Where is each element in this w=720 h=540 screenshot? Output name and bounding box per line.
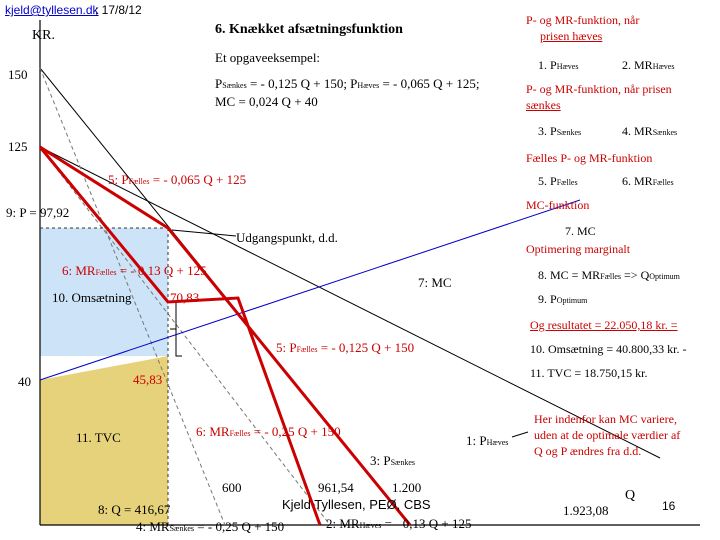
legend-mc-heading: MC-funktion — [526, 198, 590, 212]
x-tick-1200: 1.200 — [392, 480, 422, 495]
y-axis-unit: KR. — [32, 28, 55, 43]
result-tvc: 11. TVC = 18.750,15 kr. — [530, 366, 648, 380]
legend-p-optimum: 9. POptimum — [538, 292, 588, 306]
page-title: 6. Knækket afsætningsfunktion — [215, 22, 403, 37]
mr-saenkes-segment-label: 6: MRFælles = - 0,25 Q + 150 — [196, 424, 341, 439]
p-haeves-label: 1: PHæves — [466, 433, 509, 448]
p-optimum-label: 9: P = 97,92 — [6, 205, 70, 220]
legend-saenkes-heading-2: sænkes — [526, 98, 561, 112]
value-7083: 70,83 — [170, 290, 200, 305]
author-link[interactable]: kjeld@tyllesen.dk — [5, 3, 99, 17]
mr-haeves-label: 2: MRHæves = - 0,13 Q + 125 — [326, 516, 472, 531]
mc-note-line-3: Q og P ændres fra d.d. — [534, 444, 642, 458]
mr-faelles-label: 6: MRFælles = - 0,13 Q + 125 — [62, 263, 207, 278]
header-date: ; 17/8/12 — [95, 3, 142, 17]
legend-mr-haeves: 2. MRHæves — [622, 58, 675, 72]
equation-line-1: PSænkes = - 0,125 Q + 150; PHæves = - 0,065 Q + 125; — [215, 76, 480, 91]
start-arrow — [172, 230, 236, 236]
mc-note-line-1: Her indenfor kan MC variere, — [534, 412, 677, 426]
start-point-label: Udgangspunkt, d.d. — [236, 230, 338, 245]
y-tick-125: 125 — [8, 139, 28, 154]
mc-note-line-2: uden at de optimale værdier af — [534, 428, 681, 442]
legend-faelles-heading: Fælles P- og MR-funktion — [526, 151, 653, 165]
p-saenkes-segment-label: 5: PFælles = - 0,125 Q + 150 — [276, 340, 415, 355]
page-number: 16 — [662, 499, 676, 513]
note-arrow — [512, 432, 528, 437]
legend-mc: 7. MC — [565, 224, 596, 238]
result-revenue: 10. Omsætning = 40.800,33 kr. - — [530, 342, 687, 356]
mr-saenkes-label: 4: MRSænkes = - 0,25 Q + 150 — [136, 519, 285, 534]
result-heading: Og resultatet = 22.050,18 kr. = — [530, 318, 678, 332]
example-label: Et opgaveeksempel: — [215, 50, 321, 65]
legend-haeves-heading-2: prisen hæves — [540, 29, 603, 43]
equation-line-2: MC = 0,024 Q + 40 — [215, 94, 318, 109]
x-axis-label: Q — [625, 488, 636, 503]
mc-label: 7: MC — [418, 275, 452, 290]
q-optimum-label: 8: Q = 416,67 — [98, 502, 171, 517]
footer-credit: Kjeld Tyllesen, PEØ, CBS — [282, 497, 431, 512]
legend-saenkes-heading: P- og MR-funktion, når prisen — [526, 82, 672, 96]
legend-mr-saenkes: 4. MRSænkes — [622, 124, 678, 138]
x-tick-1923: 1.923,08 — [563, 503, 609, 518]
legend-mc-eq-mr: 8. MC = MRFælles => QOptimum — [538, 268, 680, 282]
legend-optim-heading: Optimering marginalt — [526, 242, 631, 256]
y-tick-150: 150 — [8, 67, 28, 82]
legend-p-saenkes: 3. PSænkes — [538, 124, 582, 138]
x-tick-600: 600 — [222, 480, 242, 495]
legend-p-haeves: 1. PHæves — [538, 58, 579, 72]
revenue-label: 10. Omsætning — [52, 290, 132, 305]
p-saenkes-label: 3: PSænkes — [370, 453, 416, 468]
x-tick-961: 961,54 — [318, 480, 354, 495]
tvc-label: 11. TVC — [76, 430, 121, 445]
legend-mr-faelles: 6. MRFælles — [622, 174, 674, 188]
legend-haeves-heading: P- og MR-funktion, når — [526, 13, 640, 27]
legend-p-faelles: 5. PFælles — [538, 174, 578, 188]
mc-range-bracket — [170, 302, 182, 356]
value-4583: 45,83 — [133, 372, 163, 387]
y-tick-40: 40 — [18, 374, 31, 389]
p-faelles-label: 5: PFælles = - 0,065 Q + 125 — [108, 172, 247, 187]
